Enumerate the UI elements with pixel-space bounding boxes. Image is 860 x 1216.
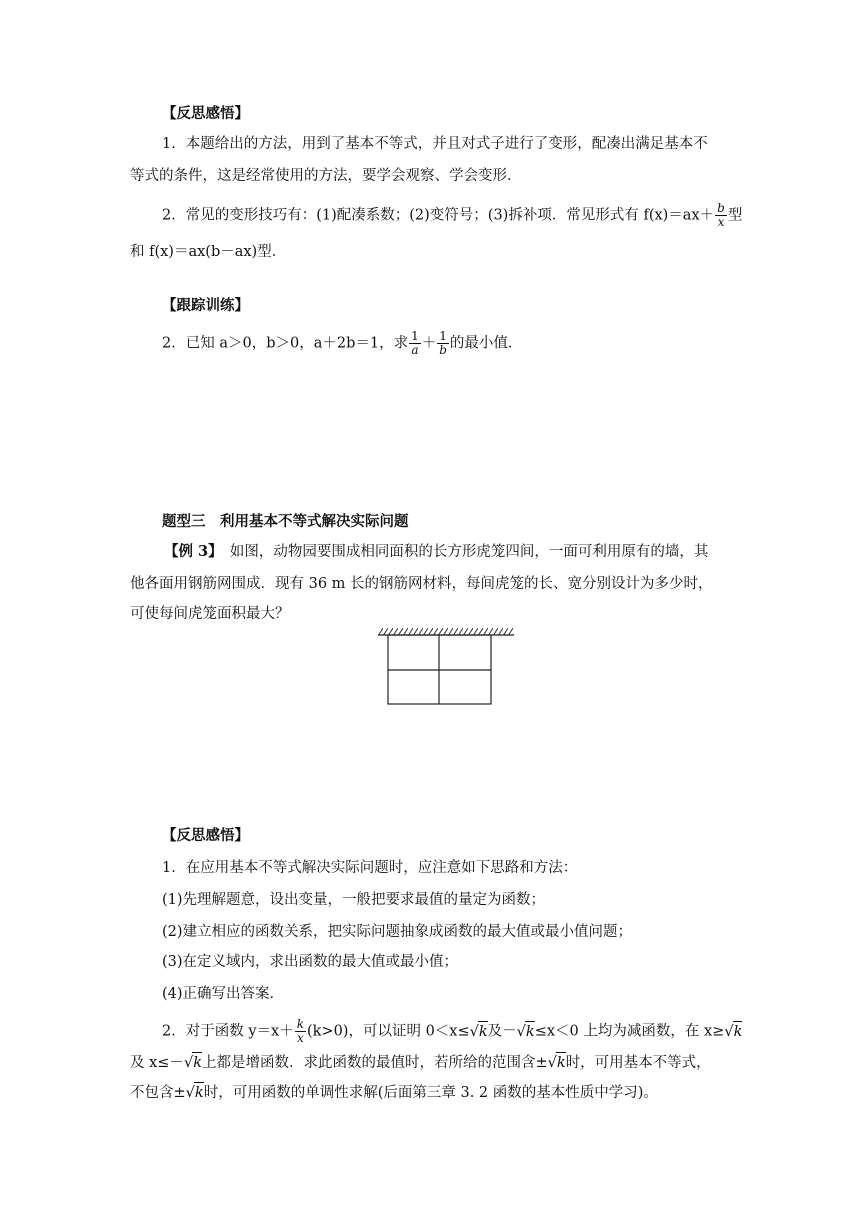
sqrt-sign: √ [183,1055,194,1071]
sqrt-k: k [525,1023,535,1040]
sqrt-sign: √ [724,1023,734,1040]
sqrt-k: k [556,1055,566,1071]
sqrt-sign: √ [547,1055,557,1071]
fraction-1-over-b [437,330,449,357]
reflection-2-paragraph-2-line-2 [130,1052,711,1073]
function-line3-b: 时，可用函数的单调性求解(后面第三章 3. 2 函数的基本性质中学习)。 [203,1085,658,1101]
reflection-2-paragraph-2-line-1 [162,1018,742,1045]
reflection-2-step-3: (3)在定义域内，求出函数的最大值或最小值； [162,954,459,970]
sqrt-sign: √ [185,1085,195,1101]
training-question-2 [162,330,522,357]
wall-hatching [378,628,514,635]
function-line2-b: 上都是增函数．求此函数的最值时，若所给的范围含± [201,1055,548,1071]
fraction-denominator: a [411,343,419,357]
sqrt-k: k [478,1023,488,1040]
sqrt-sign: √ [516,1023,526,1040]
reflection-heading-2: 【反思感悟】 [162,827,249,844]
fraction-numerator: k [296,1017,304,1031]
sqrt-k: k [194,1085,204,1101]
reflection-2-step-2: (2)建立相应的函数关系，把实际问题抽象成函数的最大值或最小值问题； [162,924,633,940]
function-line3-a: 不包含± [130,1085,186,1101]
fraction-k-over-x [295,1018,306,1045]
function-line2-a: 及 x≤－ [130,1055,184,1071]
fraction-denominator: x [296,1031,304,1045]
question-suffix: 的最小值． [449,335,523,352]
sqrt-k: k [733,1023,743,1040]
function-text-d: ≤x＜0 上均为减函数，在 x≥ [534,1023,725,1040]
function-text-b: (k>0)，可以证明 0＜x≤ [306,1023,470,1040]
reflection-2-paragraph-1: 1．在应用基本不等式解决实际问题时，应注意如下思路和方法： [162,860,578,876]
fraction-1-over-a [409,330,421,357]
fraction-numerator: b [717,201,725,215]
example-3-line-3: 可使每间虎笼面积最大？ [130,606,290,622]
sqrt-sign: √ [469,1023,479,1040]
fraction-denominator: b [439,343,447,357]
section-title-type-3: 题型三 利用基本不等式解决实际问题 [162,513,409,530]
fraction-numerator: 1 [439,329,447,343]
reflection-1-paragraph-2-suffix: 型 [727,207,743,224]
function-text-c: 及－ [487,1023,517,1040]
function-line2-c: 时，可用基本不等式， [565,1055,711,1071]
example-label: 【例 3】 [164,543,216,560]
reflection-1-paragraph-2-line-2: 和 f(x)＝ax(b－ax)型． [130,244,287,260]
reflection-1-paragraph-1-line-1: 1．本题给出的方法，用到了基本不等式，并且对式子进行了变形，配凑出满足基本不 [162,136,708,152]
tracking-training-heading: 【跟踪训练】 [162,297,249,314]
question-prefix: 2．已知 a＞0，b＞0，a＋2b＝1，求 [162,335,409,352]
function-text-a: 2．对于函数 y＝x＋ [162,1023,294,1040]
reflection-2-step-4: (4)正确写出答案． [162,986,285,1002]
tiger-cage-figure [378,628,518,710]
reflection-1-paragraph-1-line-2: 等式的条件，这是经常使用的方法，要学会观察、学会变形． [130,168,522,184]
reflection-heading-1: 【反思感悟】 [162,105,249,122]
example-3-line-1 [164,542,708,562]
fraction-numerator: 1 [411,329,419,343]
reflection-1-paragraph-2-line-1 [162,202,742,229]
reflection-1-paragraph-2-text: 2．常见的变形技巧有：(1)配凑系数；(2)变符号；(3)拆补项．常见形式有 f(x)＝ax＋ [162,207,715,224]
example-text: 如图，动物园要围成相同面积的长方形虎笼四间，一面可利用原有的墙，其 [215,544,709,560]
reflection-2-step-1: (1)先理解题意，设出变量，一般把要求最值的量定为函数； [162,892,546,908]
fraction-denominator: x [717,215,725,229]
sqrt-k: k [193,1055,202,1071]
example-3-line-2: 他各面用钢筋网围成．现有 36 m 长的钢筋网材料，每间虎笼的长、宽分别设计为多少时， [130,576,713,592]
fraction-b-over-x [715,202,727,229]
plus-sign: ＋ [421,335,437,352]
reflection-2-paragraph-2-line-3 [130,1082,658,1103]
